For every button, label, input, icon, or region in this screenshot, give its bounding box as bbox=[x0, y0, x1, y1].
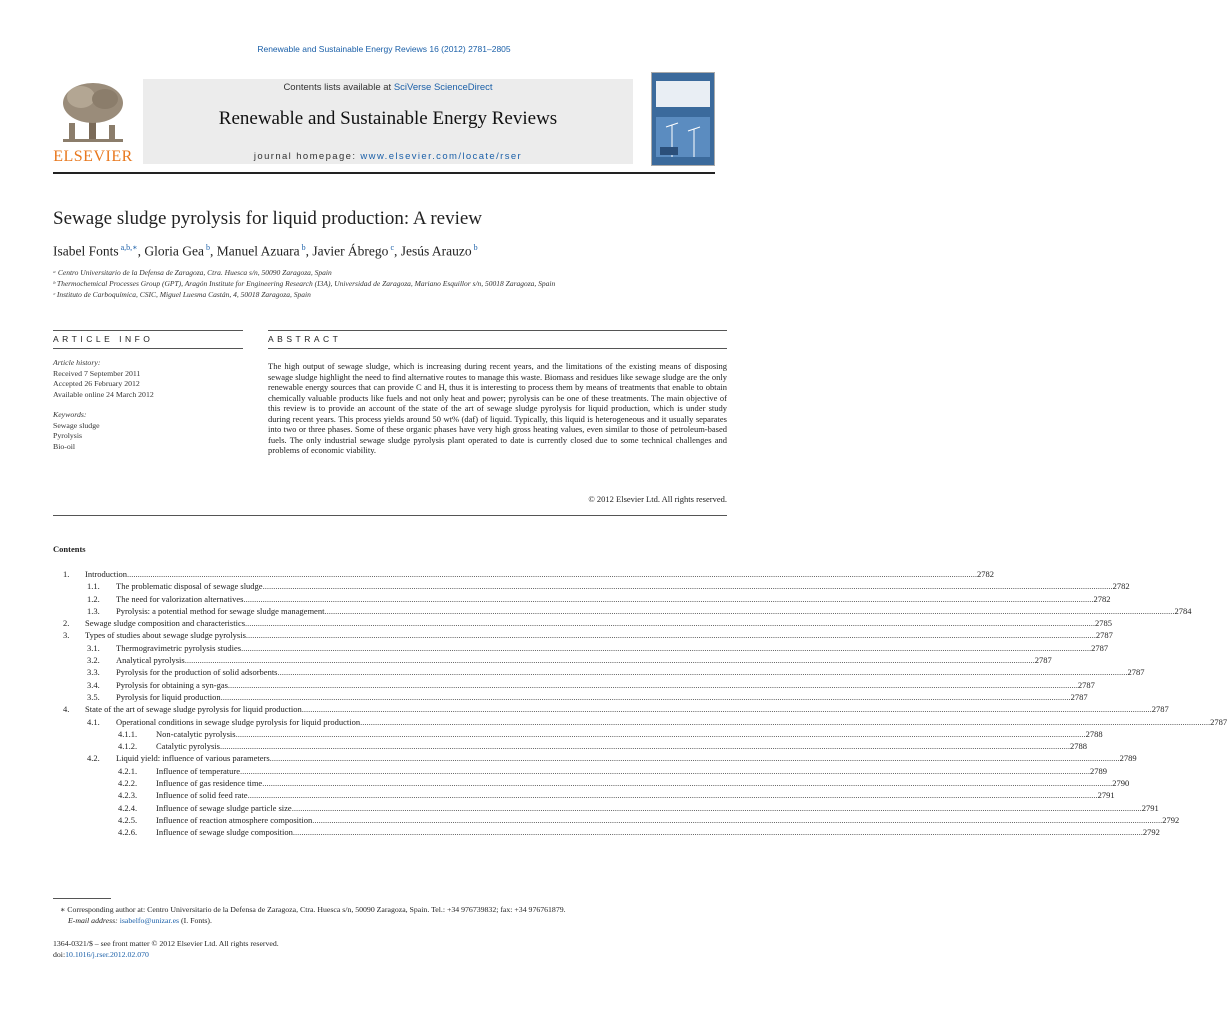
toc-title: The problematic disposal of sewage sludge bbox=[116, 581, 263, 592]
history-received: Received 7 September 2011 bbox=[53, 368, 141, 378]
keyword: Sewage sludge bbox=[53, 420, 100, 430]
toc-entry[interactable] bbox=[53, 618, 1113, 630]
toc-page-number: 2782 bbox=[977, 569, 995, 579]
toc-number: 1.1. bbox=[87, 581, 100, 592]
toc-title: Sewage sludge composition and characteristics bbox=[85, 618, 246, 629]
toc-page-number: 2791 bbox=[1097, 790, 1115, 801]
toc-title: Influence of temperature bbox=[156, 765, 241, 776]
abstract-heading: ABSTRACT bbox=[268, 334, 342, 344]
toc-number: 4.1. bbox=[87, 716, 100, 727]
author-name: Javier Ábrego bbox=[312, 243, 389, 259]
toc-leader-dots: ................................................................................................................................................................................................................................................................................................................................................................................................................ bbox=[324, 605, 1175, 616]
toc-entry[interactable] bbox=[53, 765, 1108, 778]
toc-leader-dots: ................................................................................................................................................................................................................................................................................................................................................................................................................ bbox=[301, 704, 1152, 715]
toc-entry[interactable] bbox=[53, 753, 1137, 765]
keywords-label: Keywords: bbox=[53, 410, 87, 419]
toc-title: Operational conditions in sewage sludge pyrolysis for liquid production bbox=[116, 716, 361, 727]
toc-leader-dots: ................................................................................................................................................................................................................................................................................................................................................................................................................ bbox=[292, 827, 1143, 838]
toc-entry[interactable] bbox=[53, 704, 1169, 716]
toc-entry[interactable] bbox=[53, 569, 995, 581]
article-info-rule-bottom bbox=[53, 348, 243, 349]
toc-leader-dots: ................................................................................................................................................................................................................................................................................................................................................................................................................ bbox=[243, 593, 1094, 604]
contents-divider bbox=[53, 515, 727, 516]
toc-title: Liquid yield: influence of various parameters bbox=[116, 753, 270, 764]
author-list bbox=[53, 243, 478, 260]
toc-number: 4.2. bbox=[87, 753, 100, 764]
toc-leader-dots: ................................................................................................................................................................................................................................................................................................................................................................................................................ bbox=[219, 741, 1070, 752]
footnote bbox=[60, 905, 720, 926]
toc-entry[interactable] bbox=[53, 691, 1088, 704]
toc-leader-dots: ................................................................................................................................................................................................................................................................................................................................................................................................................ bbox=[312, 814, 1163, 825]
toc-page-number: 2787 bbox=[1070, 691, 1088, 702]
toc-number: 4.1.2. bbox=[118, 741, 138, 752]
abstract-rule-bottom bbox=[268, 348, 727, 349]
doi-link[interactable]: 10.1016/j.rser.2012.02.070 bbox=[65, 950, 149, 959]
toc-page-number: 2787 bbox=[1210, 716, 1227, 727]
author-separator: , bbox=[394, 243, 401, 259]
toc-entry[interactable] bbox=[53, 802, 1159, 815]
toc-title: Pyrolysis for obtaining a syn-gas bbox=[116, 679, 228, 690]
masthead-divider bbox=[53, 172, 715, 174]
author-affiliation-link[interactable]: c bbox=[388, 243, 394, 252]
toc-number: 4.2.3. bbox=[118, 790, 138, 801]
toc-page-number: 2792 bbox=[1142, 827, 1160, 838]
footnote-rule bbox=[53, 898, 111, 899]
toc-entry[interactable] bbox=[53, 630, 1113, 642]
journal-banner bbox=[143, 79, 633, 164]
elsevier-logo-text: ELSEVIER bbox=[53, 148, 133, 165]
toc-number: 3.5. bbox=[87, 691, 100, 702]
toc-entry[interactable] bbox=[53, 814, 1180, 827]
tree-logo-icon bbox=[53, 79, 133, 147]
toc-page-number: 2785 bbox=[1095, 618, 1113, 629]
sciencedirect-link[interactable]: SciVerse ScienceDirect bbox=[393, 82, 493, 93]
email-suffix: (I. Fonts). bbox=[179, 915, 212, 925]
toc-entry[interactable] bbox=[53, 593, 1111, 606]
affiliation-b: ᵇ Thermochemical Processes Group (GPT), Aragón Institute for Engineering Research (I3A), Universidad de Zaragoza, Mariano Esquillor s/n, 50018 Zaragoza, Spain bbox=[53, 279, 556, 288]
keyword: Pyrolysis bbox=[53, 431, 83, 440]
journal-cover-image bbox=[651, 72, 715, 166]
toc-page-number: 2787 bbox=[1034, 655, 1052, 666]
toc-number: 4.2.1. bbox=[118, 765, 138, 776]
toc-page-number: 2791 bbox=[1141, 802, 1159, 813]
author-affiliation-link[interactable]: a,b,∗ bbox=[118, 243, 138, 252]
toc-entry[interactable] bbox=[53, 790, 1115, 802]
cover-illustration-icon bbox=[652, 73, 714, 165]
toc-number: 4.2.2. bbox=[118, 778, 138, 789]
toc-number: 4. bbox=[63, 704, 70, 715]
contents-availability: Contents lists available at SciVerse ScienceDirect bbox=[283, 82, 493, 93]
toc-page-number: 2782 bbox=[1093, 593, 1111, 604]
homepage-link[interactable]: www.elsevier.com/locate/rser bbox=[360, 151, 523, 162]
toc-leader-dots: ................................................................................................................................................................................................................................................................................................................................................................................................................ bbox=[247, 790, 1098, 801]
toc-leader-dots: ................................................................................................................................................................................................................................................................................................................................................................................................................ bbox=[262, 581, 1113, 592]
toc-number: 1. bbox=[63, 569, 70, 579]
toc-number: 4.2.5. bbox=[118, 814, 138, 825]
toc-entry[interactable] bbox=[53, 581, 1130, 593]
toc-title: Thermogravimetric pyrolysis studies bbox=[116, 642, 242, 653]
toc-leader-dots: ................................................................................................................................................................................................................................................................................................................................................................................................................ bbox=[245, 630, 1096, 641]
toc-entry[interactable] bbox=[53, 679, 1095, 692]
toc-title: Pyrolysis for the production of solid adsorbents bbox=[116, 667, 278, 678]
toc-title: Introduction bbox=[85, 569, 128, 579]
journal-masthead bbox=[53, 79, 715, 166]
journal-title: Renewable and Sustainable Energy Reviews bbox=[218, 108, 558, 129]
author-name: Jesús Arauzo bbox=[400, 243, 472, 259]
toc-title: Catalytic pyrolysis bbox=[156, 741, 220, 752]
toc-leader-dots: ................................................................................................................................................................................................................................................................................................................................................................................................................ bbox=[277, 667, 1128, 678]
toc-number: 3.4. bbox=[87, 679, 100, 690]
toc-page-number: 2787 bbox=[1127, 667, 1145, 678]
toc-leader-dots: ................................................................................................................................................................................................................................................................................................................................................................................................................ bbox=[127, 569, 978, 579]
toc-leader-dots: ................................................................................................................................................................................................................................................................................................................................................................................................................ bbox=[227, 679, 1078, 690]
toc-leader-dots: ................................................................................................................................................................................................................................................................................................................................................................................................................ bbox=[291, 802, 1142, 813]
affiliations bbox=[53, 267, 555, 300]
author-affiliation-link[interactable]: b bbox=[299, 243, 306, 252]
toc-page-number: 2787 bbox=[1077, 679, 1095, 690]
article-info-block bbox=[53, 358, 243, 452]
toc-number: 3.1. bbox=[87, 642, 100, 653]
toc-title: The need for valorization alternatives bbox=[116, 593, 244, 604]
toc-page-number: 2792 bbox=[1162, 814, 1180, 825]
contents-heading: Contents bbox=[53, 544, 86, 554]
toc-title: Influence of sewage sludge composition bbox=[156, 827, 293, 838]
journal-citation-link[interactable]: Renewable and Sustainable Energy Reviews 16 (2012) 2781–2805 bbox=[257, 44, 511, 54]
toc-entry[interactable] bbox=[53, 655, 1052, 667]
author-name: Manuel Azuara bbox=[216, 243, 300, 259]
elsevier-logo bbox=[53, 79, 133, 166]
toc-page-number: 2787 bbox=[1095, 630, 1113, 641]
article-info-rule-top bbox=[53, 330, 243, 331]
table-of-contents bbox=[53, 569, 1227, 840]
toc-page-number: 2787 bbox=[1151, 704, 1169, 715]
toc-entry[interactable] bbox=[53, 642, 1109, 655]
toc-leader-dots: ................................................................................................................................................................................................................................................................................................................................................................................................................ bbox=[241, 642, 1092, 653]
author-name: Gloria Gea bbox=[144, 243, 204, 259]
toc-title: Pyrolysis: a potential method for sewage sludge management bbox=[116, 605, 325, 616]
toc-entry[interactable] bbox=[53, 716, 1227, 729]
toc-number: 3.2. bbox=[87, 655, 100, 666]
toc-entry[interactable] bbox=[53, 827, 1160, 839]
author-separator: , bbox=[209, 243, 217, 259]
toc-page-number: 2788 bbox=[1085, 728, 1103, 739]
toc-page-number: 2787 bbox=[1091, 642, 1109, 653]
copyright-notice: © 2012 Elsevier Ltd. All rights reserved. bbox=[588, 494, 727, 504]
email-link[interactable]: isabelfo@unizar.es bbox=[119, 915, 180, 925]
front-matter bbox=[53, 938, 279, 960]
toc-leader-dots: ................................................................................................................................................................................................................................................................................................................................................................................................................ bbox=[240, 765, 1091, 776]
toc-number: 4.1.1. bbox=[118, 728, 138, 739]
history-online: Available online 24 March 2012 bbox=[53, 389, 154, 399]
toc-page-number: 2789 bbox=[1119, 753, 1137, 764]
toc-title: Non-catalytic pyrolysis bbox=[156, 728, 236, 739]
author-name: Isabel Fonts bbox=[53, 243, 119, 259]
toc-page-number: 2784 bbox=[1174, 605, 1192, 616]
article-title: Sewage sludge pyrolysis for liquid production: A review bbox=[53, 208, 483, 229]
toc-number: 1.3. bbox=[87, 605, 100, 616]
toc-title: State of the art of sewage sludge pyrolysis for liquid production bbox=[85, 704, 302, 715]
abstract-text: The high output of sewage sludge, which is increasing during recent years, and the limitations of the existing means of disposing sewage sludge highlight the need to find alternative routes to manage this waste. Biomass and residues like sewage sludge are the only renewable energy sources that can provide C and H, thus it is interesting to process them by means of treatments that enable to obtain chemically valuable products like fuels and not only heat and power; pyrolysis can be one of these treatments. The main objective of this review is to provide an account of the state of the art of sewage sludge pyrolysis for liquid production, which is under study during recent years. This process yields around 50 wt% (daf) of liquid. Typically, this liquid is heterogeneous and it usually separates into two or three phases. Some of these organic phases have very high gross heating values, even similar to those of petroleum-based fuels. The only industrial sewage sludge pyrolysis plant operated to date is currently closed due to some technical challenges and problems of economic viability. bbox=[268, 361, 727, 455]
author-affiliation-link[interactable]: b bbox=[471, 243, 478, 252]
toc-title: Influence of gas residence time bbox=[156, 778, 263, 789]
toc-page-number: 2790 bbox=[1112, 778, 1130, 789]
toc-number: 2. bbox=[63, 618, 70, 629]
toc-entry[interactable] bbox=[53, 728, 1103, 741]
footnote-marker: ∗ bbox=[60, 905, 66, 914]
toc-title: Influence of reaction atmosphere composition bbox=[156, 814, 313, 825]
toc-entry[interactable] bbox=[53, 778, 1130, 790]
toc-leader-dots: ................................................................................................................................................................................................................................................................................................................................................................................................................ bbox=[245, 618, 1096, 629]
toc-title: Analytical pyrolysis bbox=[116, 655, 185, 666]
issn-line: 1364-0321/$ – see front matter © 2012 Elsevier Ltd. All rights reserved. bbox=[53, 939, 279, 948]
toc-title: Types of studies about sewage sludge pyrolysis bbox=[85, 630, 246, 641]
toc-leader-dots: ................................................................................................................................................................................................................................................................................................................................................................................................................ bbox=[220, 691, 1071, 702]
journal-homepage: journal homepage: www.elsevier.com/locate/rser bbox=[253, 151, 523, 162]
toc-leader-dots: ................................................................................................................................................................................................................................................................................................................................................................................................................ bbox=[360, 716, 1211, 727]
affiliation-a: ᵃ Centro Universitario de la Defensa de Zaragoza, Ctra. Huesca s/n, 50090 Zaragoza, Spain bbox=[53, 268, 332, 277]
email-label: E-mail address: bbox=[68, 915, 118, 925]
history-label: Article history: bbox=[53, 358, 101, 367]
abstract-rule-top bbox=[268, 330, 727, 331]
toc-number: 4.2.6. bbox=[118, 827, 138, 838]
author-separator: , bbox=[305, 243, 313, 259]
toc-number: 1.2. bbox=[87, 593, 100, 604]
toc-number: 4.2.4. bbox=[118, 802, 138, 813]
author-separator: , bbox=[137, 243, 145, 259]
toc-entry[interactable] bbox=[53, 741, 1087, 753]
toc-leader-dots: ................................................................................................................................................................................................................................................................................................................................................................................................................ bbox=[184, 655, 1035, 666]
author-affiliation-link[interactable]: b bbox=[203, 243, 210, 252]
toc-title: Influence of solid feed rate bbox=[156, 790, 248, 801]
toc-page-number: 2782 bbox=[1112, 581, 1130, 592]
footnote-text: Corresponding author at: Centro Universitario de la Defensa de Zaragoza, Ctra. Huesca s/n, 50090 Zaragoza, Spain. Tel.: +34 976739832; fax: +34 976761879. bbox=[67, 905, 566, 914]
toc-number: 3. bbox=[63, 630, 70, 641]
affiliation-c: ᶜ Instituto de Carboquímica, CSIC, Miguel Luesma Castán, 4, 50018 Zaragoza, Spain bbox=[53, 290, 311, 299]
toc-entry[interactable] bbox=[53, 605, 1192, 618]
keyword: Bio-oil bbox=[53, 441, 76, 451]
toc-title: Pyrolysis for liquid production bbox=[116, 691, 221, 702]
toc-leader-dots: ................................................................................................................................................................................................................................................................................................................................................................................................................ bbox=[262, 778, 1113, 789]
article-info-heading: ARTICLE INFO bbox=[53, 334, 154, 344]
toc-page-number: 2788 bbox=[1069, 741, 1087, 752]
toc-entry[interactable] bbox=[53, 667, 1145, 679]
doi-label: doi: bbox=[53, 950, 66, 959]
toc-title: Influence of sewage sludge particle size bbox=[156, 802, 292, 813]
history-accepted: Accepted 26 February 2012 bbox=[53, 379, 140, 388]
toc-number: 3.3. bbox=[87, 667, 100, 678]
toc-page-number: 2789 bbox=[1090, 765, 1108, 776]
toc-leader-dots: ................................................................................................................................................................................................................................................................................................................................................................................................................ bbox=[269, 753, 1120, 764]
toc-leader-dots: ................................................................................................................................................................................................................................................................................................................................................................................................................ bbox=[235, 728, 1086, 739]
